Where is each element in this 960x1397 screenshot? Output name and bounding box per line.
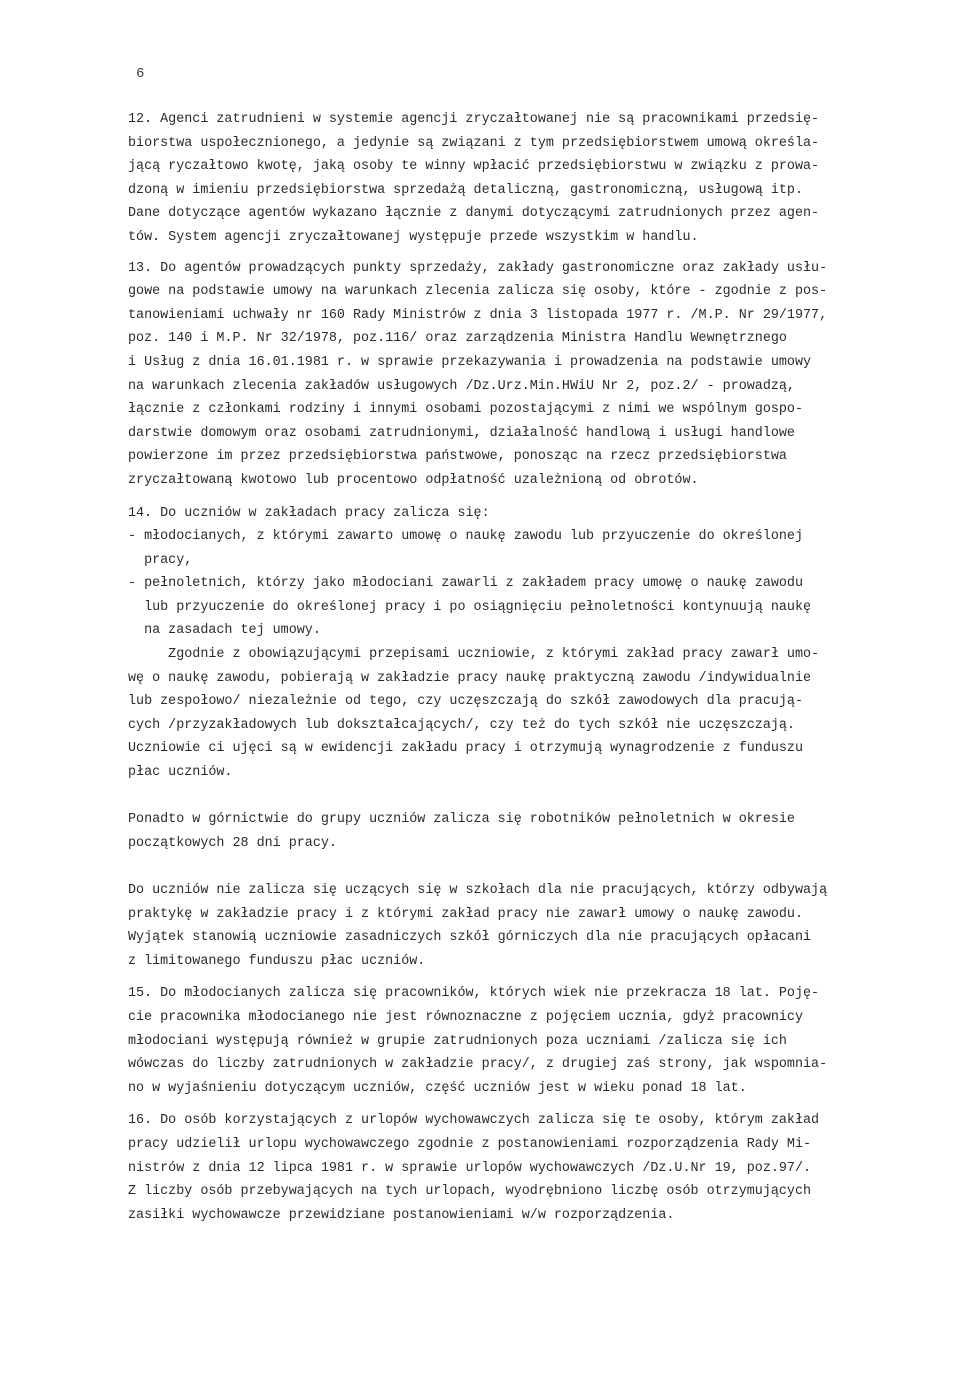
text-line: cych /przyzakładowych lub dokształcających/, czy też do tych szkół nie uczęszczają.	[128, 717, 795, 733]
text-line: 16. Do osób korzystających z urlopów wychowawczych zalicza się te osoby, którym zakład	[128, 1113, 820, 1129]
text-line: łącznie z członkami rodziny i innymi osobami pozostającymi z nimi we wspólnym gospo-	[128, 402, 803, 418]
text-line	[128, 855, 928, 879]
text-line: wę o naukę zawodu, pobierają w zakładzie pracy naukę praktyczną zawodu /indywidualnie	[128, 670, 812, 686]
text-line: gowe na podstawie umowy na warunkach zlecenia zalicza się osoby, które - zgodnie z pos-	[128, 284, 828, 300]
text-line	[128, 785, 928, 809]
text-line: - pełnoletnich, którzy jako młodociani zawarli z zakładem pracy umowę o naukę zawodu	[128, 576, 803, 592]
text-line: zryczałtowaną kwotowo lub procentowo odpłatność uzależnioną od obrotów.	[128, 472, 699, 488]
text-line: 14. Do uczniów w zakładach pracy zalicza się:	[128, 505, 490, 521]
text-line: lub przyuczenie do określonej pracy i po osiągnięciu pełnoletności kontynuują naukę	[128, 599, 812, 615]
text-line: początkowych 28 dni pracy.	[128, 835, 337, 851]
text-line: i Usług z dnia 16.01.1981 r. w sprawie przekazywania i prowadzenia na podstawie umowy	[128, 354, 812, 370]
text-line: poz. 140 i M.P. Nr 32/1978, poz.116/ oraz zarządzenia Ministra Handlu Wewnętrznego	[128, 331, 787, 347]
paragraph-16	[128, 1109, 928, 1227]
paragraph-15	[128, 982, 928, 1100]
text-line: powierzone im przez przedsiębiorstwa państwowe, ponosząc na rzecz przedsiębiorstwa	[128, 449, 787, 465]
text-line: wówczas do liczby zatrudnionych w zakładzie pracy/, z drugiej zaś strony, jak wspomnia-	[128, 1057, 828, 1073]
document-body	[128, 108, 928, 1227]
paragraph-12	[128, 108, 928, 250]
text-line: z limitowanego funduszu płac uczniów.	[128, 953, 426, 969]
text-line: pracy,	[128, 552, 193, 568]
text-line: Dane dotyczące agentów wykazano łącznie z danymi dotyczącymi zatrudnionych przez agen-	[128, 206, 820, 222]
text-line: zasiłki wychowawcze przewidziane postanowieniami w/w rozporządzenia.	[128, 1207, 675, 1223]
text-line: jącą ryczałtowo kwotę, jaką osoby te winny wpłacić przedsiębiorstwu w związku z prowa-	[128, 159, 820, 175]
text-line: tanowieniami uchwały nr 160 Rady Ministrów z dnia 3 listopada 1977 r. /M.P. Nr 29/1977,	[128, 307, 828, 323]
text-line: Do uczniów nie zalicza się uczących się w szkołach dla nie pracujących, którzy odbywają	[128, 883, 828, 898]
page-number: 6	[136, 66, 145, 82]
text-line: no w wyjaśnieniu dotyczącym uczniów, część uczniów jest w wieku ponad 18 lat.	[128, 1080, 747, 1096]
text-line: lub zespołowo/ niezależnie od tego, czy uczęszczają do szkół zawodowych dla pracują-	[128, 694, 803, 710]
text-line: 13. Do agentów prowadzących punkty sprzedaży, zakłady gastronomiczne oraz zakłady usłu-	[128, 260, 828, 276]
text-line: cie pracownika młodocianego nie jest równoznaczne z pojęciem ucznia, gdyż pracownicy	[128, 1009, 803, 1025]
text-line: Wyjątek stanowią uczniowie zasadniczych szkół górniczych dla nie pracujących opłacani	[128, 930, 812, 946]
text-line: 15. Do młodocianych zalicza się pracowników, których wiek nie przekracza 18 lat. Poję-	[128, 986, 820, 1002]
text-line: na zasadach tej umowy.	[128, 623, 321, 639]
text-line: Uczniowie ci ujęci są w ewidencji zakładu pracy i otrzymują wynagrodzenie z funduszu	[128, 741, 803, 757]
text-line: darstwie domowym oraz osobami zatrudnionymi, działalność handlową i usługi handlowe	[128, 425, 795, 441]
text-line: praktykę w zakładzie pracy i z którymi zakład pracy nie zawarł umowy o naukę zawodu.	[128, 906, 803, 922]
text-line: dzoną w imieniu przedsiębiorstwa sprzedażą detaliczną, gastronomiczną, usługową itp.	[128, 182, 803, 198]
text-line: - młodocianych, z którymi zawarto umowę o naukę zawodu lub przyuczenie do określonej	[128, 529, 803, 545]
text-line: nistrów z dnia 12 lipca 1981 r. w sprawie urlopów wychowawczych /Dz.U.Nr 19, poz.97/.	[128, 1160, 812, 1176]
text-line: na warunkach zlecenia zakładów usługowych /Dz.Urz.Min.HWiU Nr 2, poz.2/ - prowadzą,	[128, 378, 795, 394]
text-line: płac uczniów.	[128, 765, 233, 781]
paragraph-13	[128, 257, 928, 493]
paragraph-14	[128, 502, 928, 974]
text-line: Ponadto w górnictwie do grupy uczniów zalicza się robotników pełnoletnich w okresie	[128, 812, 795, 828]
text-line: Z liczby osób przebywających na tych urlopach, wyodrębniono liczbę osób otrzymujących	[128, 1184, 812, 1200]
text-line: Zgodnie z obowiązującymi przepisami uczniowie, z którymi zakład pracy zawarł umo-	[128, 647, 820, 663]
text-line: tów. System agencji zryczałtowanej występuje przede wszystkim w handlu.	[128, 229, 699, 245]
text-line: 12. Agenci zatrudnieni w systemie agencji zryczałtowanej nie są pracownikami przedsię-	[128, 112, 820, 127]
text-line: biorstwa uspołecznionego, a jedynie są związani z tym przedsiębiorstwem umową określa-	[128, 135, 820, 151]
text-line: młodociani występują również w grupie zatrudnionych poza uczniami /zalicza się ich	[128, 1033, 787, 1049]
text-line: pracy udzielił urlopu wychowawczego zgodnie z postanowieniami rozporządzenia Rady Mi-	[128, 1136, 812, 1152]
